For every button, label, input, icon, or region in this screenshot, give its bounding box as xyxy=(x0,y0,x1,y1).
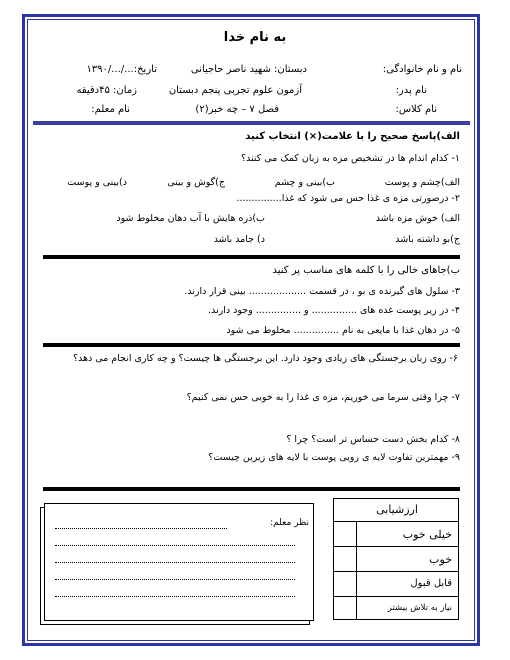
section-b-heading: ب)جاهای خالی را با کلمه های مناسب پر کنید xyxy=(272,265,460,276)
comment-line[interactable] xyxy=(55,596,295,597)
question-8: ۸- کدام بخش دست حساس تر است؟ چرا ؟ xyxy=(286,434,460,445)
section-a-heading: الف)پاسخ صحیح را با علامت(×) انتخاب کنید xyxy=(245,131,460,142)
exam-date: تاریخ:.../.../۱۳۹۰ xyxy=(86,64,157,75)
q1-option-a: الف)چشم و پوست xyxy=(384,177,460,188)
teacher-name-label: نام معلم: xyxy=(91,104,130,115)
section-c-divider xyxy=(43,487,460,491)
question-4: ۴- در زیر پوست غده های ............... و ............... وجود دارند. xyxy=(207,305,460,316)
question-6: ۶- روی زبان برجستگی های زیادی وجود دارد. این برجستگی ها چیست؟ و چه کاری انجام می دهد؟ xyxy=(72,353,458,364)
father-name-label: نام پدر: xyxy=(395,85,427,96)
q1-option-b: ب)بینی و چشم xyxy=(274,177,335,188)
page-title: به نام خدا xyxy=(223,30,287,45)
exam-time: زمان: ۴۵دقیقه xyxy=(76,85,137,96)
comment-line[interactable] xyxy=(55,562,295,563)
evaluation-level: قابل قبول xyxy=(410,578,452,589)
comment-line[interactable] xyxy=(55,579,295,580)
section-b-divider xyxy=(43,343,460,347)
evaluation-divider xyxy=(334,571,458,572)
evaluation-divider xyxy=(334,546,458,547)
exam-title: آزمون علوم تجربی پنجم دبستان xyxy=(168,85,302,96)
student-name-label: نام و نام خانوادگی: xyxy=(382,64,462,75)
evaluation-level: نیاز به تلاش بیشتر xyxy=(387,603,452,613)
evaluation-divider xyxy=(334,596,458,597)
class-name-label: نام کلاس: xyxy=(395,104,437,115)
evaluation-divider xyxy=(334,521,458,522)
q2-option-a: الف) خوش مزه باشد xyxy=(375,213,460,224)
comment-line[interactable] xyxy=(55,545,295,546)
question-5: ۵- در دهان غذا با مایعی به نام ............... مخلوط می شود xyxy=(226,325,460,336)
question-1: ۱- کدام اندام ها در تشخیص مزه به زبان کمک می کنند؟ xyxy=(240,153,460,164)
question-9: ۹- مهمترین تفاوت لایه ی رویی پوست با لایه های زیرین چیست؟ xyxy=(208,452,460,463)
question-2: ۲- درصورتی مزه ی غذا حس می شود که غذا............... xyxy=(236,193,460,204)
school-name: دبستان: شهید ناصر حاجیانی xyxy=(190,64,307,75)
evaluation-level: خوب xyxy=(429,553,452,566)
evaluation-title: ارزشیابی xyxy=(376,503,418,516)
question-3: ۳- سلول های گیرنده ی بو ، در قسمت ................... بینی قرار دارند. xyxy=(184,286,460,297)
evaluation-checkbox-column xyxy=(356,521,357,619)
q1-option-c: ج)گوش و بینی xyxy=(167,177,225,188)
evaluation-table xyxy=(333,498,459,620)
comment-line[interactable] xyxy=(55,528,227,529)
q1-option-d: د)بینی و پوست xyxy=(67,177,127,188)
q2-option-d: د) جامد باشد xyxy=(213,234,265,245)
evaluation-level: خیلی خوب xyxy=(402,528,452,541)
teacher-comment-label: نظر معلم: xyxy=(270,518,309,528)
header-divider xyxy=(33,121,470,125)
question-7: ۷- چرا وقتی سرما می خوریم، مزه ی غذا را به خوبی حس نمی کنیم؟ xyxy=(186,392,460,403)
teacher-comment-box xyxy=(44,503,314,621)
q2-option-b: ب)ذره هایش با آب دهان مخلوط شود xyxy=(116,213,265,224)
chapter-title: فصل ۷ – چه خبر(۲) xyxy=(195,104,279,115)
q2-option-c: ج)بو داشته باشد xyxy=(395,234,460,245)
section-a-divider xyxy=(43,255,460,259)
